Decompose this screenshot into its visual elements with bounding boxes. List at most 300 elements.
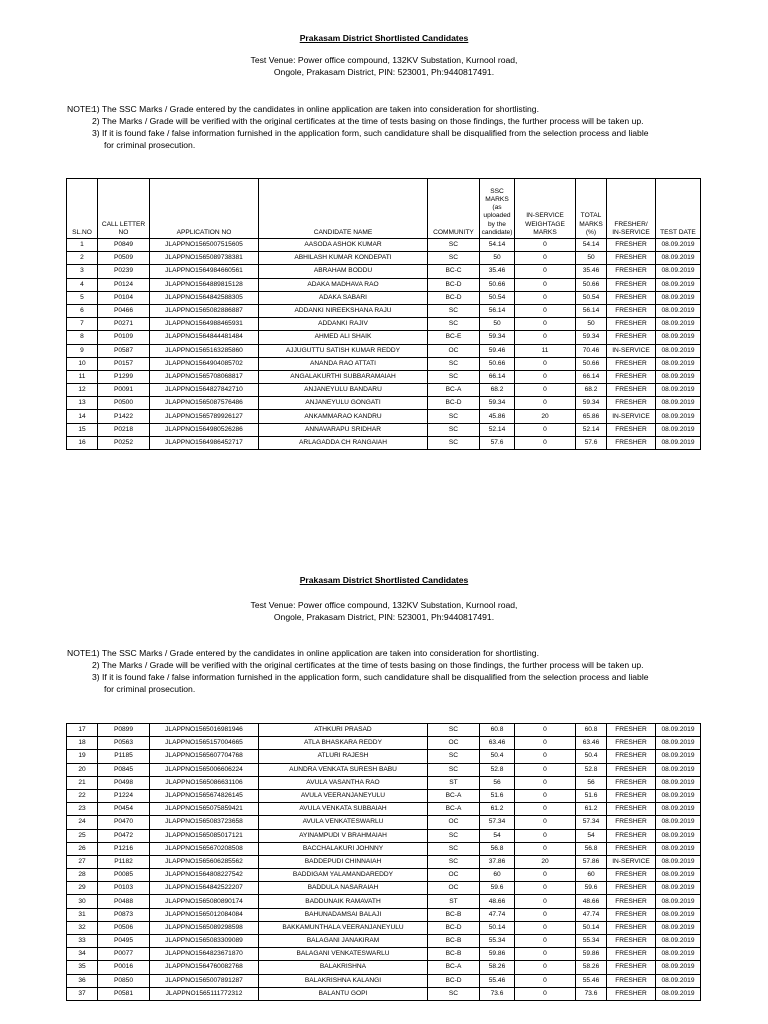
cell-test-date: 08.09.2019 [656,987,701,1000]
cell-application-no: JLAPPNO1564986452717 [150,436,259,449]
cell-fresher-inservice: FRESHER [607,737,656,750]
table-row [67,829,701,842]
header-line: MARKS [579,220,603,228]
cell-test-date: 08.09.2019 [656,750,701,763]
cell-fresher-inservice: FRESHER [607,921,656,934]
cell-test-date: 08.09.2019 [656,829,701,842]
cell-application-no: JLAPPNO1565080890174 [150,895,259,908]
header-line: MARKS [533,228,557,236]
cell-inservice-weightage: 11 [515,344,576,357]
cell-call-letter-no: P0495 [98,935,150,948]
cell-inservice-weightage: 20 [515,855,576,868]
note-3: 3) If it is found fake / false information furnished in the application form, such candidature shall be disqualified from the selection process and liable [92,128,649,138]
cell-fresher-inservice: FRESHER [607,869,656,882]
table-row [67,895,701,908]
header-line: WEIGHTAGE [525,220,565,228]
cell-community: BC-A [428,384,480,397]
cell-application-no: JLAPPNO1564842522207 [150,882,259,895]
cell-call-letter-no: P0850 [98,974,150,987]
header-line: SSC [490,187,504,195]
cell-application-no: JLAPPNO1565007515605 [150,239,259,252]
cell-sl-no: 29 [67,882,98,895]
cell-inservice-weightage: 0 [515,750,576,763]
header-line: (as [492,204,502,212]
cell-application-no: JLAPPNO1564760082768 [150,961,259,974]
cell-ssc-marks: 60 [480,869,515,882]
cell-ssc-marks: 56.14 [480,304,515,317]
cell-sl-no: 10 [67,357,98,370]
cell-inservice-weightage: 0 [515,331,576,344]
cell-fresher-inservice: IN-SERVICE [607,344,656,357]
cell-call-letter-no: P0488 [98,895,150,908]
cell-test-date: 08.09.2019 [656,252,701,265]
cell-sl-no: 21 [67,776,98,789]
cell-total-marks: 50.66 [576,357,607,370]
table-row [67,370,701,383]
cell-fresher-inservice: FRESHER [607,776,656,789]
cell-inservice-weightage: 0 [515,948,576,961]
cell-application-no: JLAPPNO1565606285562 [150,855,259,868]
cell-call-letter-no: P0239 [98,265,150,278]
cell-sl-no: 11 [67,370,98,383]
cell-fresher-inservice: FRESHER [607,789,656,802]
cell-candidate-name: ADAKA MADHAVA RAO [259,278,428,291]
cell-total-marks: 68.2 [576,384,607,397]
cell-call-letter-no: P0252 [98,436,150,449]
table-row [67,842,701,855]
cell-inservice-weightage: 0 [515,291,576,304]
cell-candidate-name: AVULA VENKATESWARLU [259,816,428,829]
cell-test-date: 08.09.2019 [656,278,701,291]
cell-candidate-name: AVULA VEERANJANEYULU [259,789,428,802]
cell-sl-no: 23 [67,803,98,816]
cell-test-date: 08.09.2019 [656,331,701,344]
cell-community: ST [428,895,480,908]
cell-candidate-name: BALAKRISHNA KALANGI [259,974,428,987]
cell-ssc-marks: 66.14 [480,370,515,383]
cell-call-letter-no: P1182 [98,855,150,868]
cell-fresher-inservice: FRESHER [607,318,656,331]
cell-call-letter-no: P0218 [98,423,150,436]
header-line: TOTAL [580,212,602,220]
cell-call-letter-no: P0103 [98,882,150,895]
cell-candidate-name: ARLAGADDA CH RANGAIAH [259,436,428,449]
cell-total-marks: 50.54 [576,291,607,304]
cell-total-marks: 59.86 [576,948,607,961]
cell-ssc-marks: 47.74 [480,908,515,921]
cell-candidate-name: ADAKA SABARI [259,291,428,304]
table-row [67,357,701,370]
cell-ssc-marks: 61.2 [480,803,515,816]
cell-test-date: 08.09.2019 [656,855,701,868]
cell-sl-no: 28 [67,869,98,882]
cell-application-no: JLAPPNO1564808227542 [150,869,259,882]
cell-inservice-weightage: 0 [515,357,576,370]
cell-total-marks: 60 [576,869,607,882]
cell-candidate-name: AHMED ALI SHAIK [259,331,428,344]
cell-community: BC-A [428,803,480,816]
cell-test-date: 08.09.2019 [656,803,701,816]
cell-test-date: 08.09.2019 [656,789,701,802]
cell-fresher-inservice: FRESHER [607,987,656,1000]
cell-candidate-name: BALAKRISHNA [259,961,428,974]
cell-total-marks: 56.14 [576,304,607,317]
cell-application-no: JLAPPNO1565111772312 [150,987,259,1000]
cell-fresher-inservice: IN-SERVICE [607,410,656,423]
test-venue [0,54,768,78]
cell-candidate-name: BALAGANI VENKATESWARLU [259,948,428,961]
cell-ssc-marks: 50.66 [480,278,515,291]
cell-candidate-name: ADDANKI NIREEKSHANA RAJU [259,304,428,317]
cell-total-marks: 65.86 [576,410,607,423]
cell-call-letter-no: P0845 [98,763,150,776]
cell-fresher-inservice: FRESHER [607,724,656,737]
cell-application-no: JLAPPNO1565012084084 [150,908,259,921]
note-1: 1) The SSC Marks / Grade entered by the candidates in online application are taken into consideration for shortlisting. [92,648,539,658]
cell-application-no: JLAPPNO1564988465931 [150,318,259,331]
cell-inservice-weightage: 0 [515,737,576,750]
cell-test-date: 08.09.2019 [656,776,701,789]
table-row [67,397,701,410]
cell-inservice-weightage: 0 [515,265,576,278]
cell-ssc-marks: 58.26 [480,961,515,974]
cell-call-letter-no: P0899 [98,724,150,737]
cell-call-letter-no: P0271 [98,318,150,331]
cell-ssc-marks: 56.8 [480,842,515,855]
table-row [67,750,701,763]
cell-community: ST [428,776,480,789]
cell-inservice-weightage: 0 [515,423,576,436]
cell-total-marks: 54.14 [576,239,607,252]
cell-ssc-marks: 59.34 [480,397,515,410]
header-line: APPLICATION NO [176,228,232,236]
page-title-2: Prakasam District Shortlisted Candidates [299,575,469,585]
cell-application-no: JLAPPNO1565670208508 [150,842,259,855]
cell-call-letter-no: P0157 [98,357,150,370]
note-2: 2) The Marks / Grade will be verified with the original certificates at the time of tests basing on those findings, the further process will be taken up. [92,116,644,126]
cell-fresher-inservice: FRESHER [607,436,656,449]
cell-ssc-marks: 68.2 [480,384,515,397]
cell-sl-no: 8 [67,331,98,344]
table-row [67,737,701,750]
cell-ssc-marks: 54 [480,829,515,842]
cell-fresher-inservice: FRESHER [607,961,656,974]
cell-call-letter-no: P0077 [98,948,150,961]
cell-community: BC-E [428,331,480,344]
cell-call-letter-no: P0124 [98,278,150,291]
cell-test-date: 08.09.2019 [656,882,701,895]
cell-candidate-name: AVULA VASANTHA RAO [259,776,428,789]
cell-candidate-name: ANJANEYULU BANDARU [259,384,428,397]
cell-total-marks: 66.14 [576,370,607,383]
col-total-marks [576,179,607,239]
cell-sl-no: 17 [67,724,98,737]
table-row [67,855,701,868]
cell-community: SC [428,855,480,868]
cell-inservice-weightage: 0 [515,921,576,934]
cell-call-letter-no: P0016 [98,961,150,974]
cell-fresher-inservice: FRESHER [607,948,656,961]
cell-call-letter-no: P0466 [98,304,150,317]
cell-total-marks: 50 [576,252,607,265]
header-line: NO [118,228,129,236]
cell-community: BC-D [428,278,480,291]
cell-fresher-inservice: FRESHER [607,331,656,344]
table-row [67,724,701,737]
cell-ssc-marks: 48.66 [480,895,515,908]
cell-inservice-weightage: 0 [515,252,576,265]
cell-fresher-inservice: FRESHER [607,423,656,436]
cell-sl-no: 19 [67,750,98,763]
table-row [67,987,701,1000]
cell-sl-no: 9 [67,344,98,357]
notes-block [67,103,727,151]
cell-inservice-weightage: 0 [515,763,576,776]
cell-total-marks: 55.46 [576,974,607,987]
cell-application-no: JLAPPNO1565085017121 [150,829,259,842]
cell-community: BC-C [428,265,480,278]
cell-test-date: 08.09.2019 [656,842,701,855]
cell-call-letter-no: P0563 [98,737,150,750]
table-row [67,935,701,948]
cell-fresher-inservice: FRESHER [607,291,656,304]
venue-line-2: Ongole, Prakasam District, PIN: 523001, Ph:9440817491. [273,612,495,622]
cell-total-marks: 50 [576,318,607,331]
cell-ssc-marks: 56 [480,776,515,789]
cell-call-letter-no: P0498 [98,776,150,789]
cell-total-marks: 56.8 [576,842,607,855]
header-line: by the [488,220,506,228]
venue-line-1: Test Venue: Power office compound, 132KV Substation, Kurnool road, [250,600,518,610]
cell-total-marks: 52.8 [576,763,607,776]
cell-application-no: JLAPPNO1564842588305 [150,291,259,304]
cell-inservice-weightage: 0 [515,803,576,816]
cell-application-no: JLAPPNO1565083723658 [150,816,259,829]
cell-community: BC-D [428,921,480,934]
cell-community: SC [428,724,480,737]
cell-community: SC [428,750,480,763]
cell-candidate-name: ATHKURI PRASAD [259,724,428,737]
cell-fresher-inservice: IN-SERVICE [607,855,656,868]
cell-inservice-weightage: 0 [515,882,576,895]
cell-candidate-name: ANJANEYULU GONGATI [259,397,428,410]
cell-ssc-marks: 55.34 [480,935,515,948]
cell-test-date: 08.09.2019 [656,737,701,750]
table-row [67,961,701,974]
cell-total-marks: 70.46 [576,344,607,357]
cell-sl-no: 25 [67,829,98,842]
cell-call-letter-no: P0085 [98,869,150,882]
cell-candidate-name: AVULA VENKATA SUBBAIAH [259,803,428,816]
cell-application-no: JLAPPNO1565089298598 [150,921,259,934]
col-application-no [150,179,259,239]
cell-total-marks: 57.86 [576,855,607,868]
cell-total-marks: 63.46 [576,737,607,750]
cell-ssc-marks: 50.4 [480,750,515,763]
table-row [67,265,701,278]
cell-sl-no: 16 [67,436,98,449]
cell-total-marks: 60.8 [576,724,607,737]
cell-ssc-marks: 45.86 [480,410,515,423]
cell-sl-no: 34 [67,948,98,961]
cell-test-date: 08.09.2019 [656,291,701,304]
table-row [67,948,701,961]
cell-call-letter-no: P1422 [98,410,150,423]
cell-call-letter-no: P0472 [98,829,150,842]
cell-total-marks: 59.6 [576,882,607,895]
cell-test-date: 08.09.2019 [656,974,701,987]
cell-community: BC-A [428,789,480,802]
table-row [67,921,701,934]
cell-total-marks: 50.4 [576,750,607,763]
venue-line-1: Test Venue: Power office compound, 132KV Substation, Kurnool road, [250,55,518,65]
header-line: (%) [585,228,597,236]
cell-community: SC [428,357,480,370]
cell-candidate-name: BALANTU GOPI [259,987,428,1000]
cell-sl-no: 15 [67,423,98,436]
cell-ssc-marks: 50.66 [480,357,515,370]
header-line: TEST DATE [660,228,696,236]
note-3: 3) If it is found fake / false information furnished in the application form, such candidature shall be disqualified from the selection process and liable [92,672,649,682]
cell-ssc-marks: 50 [480,318,515,331]
cell-sl-no: 26 [67,842,98,855]
cell-test-date: 08.09.2019 [656,370,701,383]
cell-ssc-marks: 51.6 [480,789,515,802]
cell-fresher-inservice: FRESHER [607,816,656,829]
cell-sl-no: 13 [67,397,98,410]
cell-application-no: JLAPPNO1565157004665 [150,737,259,750]
cell-candidate-name: ATLA BHASKARA REDDY [259,737,428,750]
cell-call-letter-no: P1224 [98,789,150,802]
cell-inservice-weightage: 0 [515,724,576,737]
cell-inservice-weightage: 0 [515,829,576,842]
cell-candidate-name: ADDANKI RAJIV [259,318,428,331]
cell-candidate-name: BALAGANI JANAKIRAM [259,935,428,948]
cell-community: SC [428,370,480,383]
cell-application-no: JLAPPNO1564823671870 [150,948,259,961]
cell-total-marks: 54 [576,829,607,842]
cell-community: SC [428,842,480,855]
cell-inservice-weightage: 0 [515,816,576,829]
cell-inservice-weightage: 20 [515,410,576,423]
cell-community: SC [428,423,480,436]
cell-test-date: 08.09.2019 [656,436,701,449]
cell-community: OC [428,737,480,750]
cell-total-marks: 57.34 [576,816,607,829]
cell-community: BC-B [428,935,480,948]
note-3-continued: for criminal prosecution. [104,684,196,694]
table-row [67,291,701,304]
cell-fresher-inservice: FRESHER [607,397,656,410]
cell-ssc-marks: 50.14 [480,921,515,934]
cell-fresher-inservice: FRESHER [607,974,656,987]
cell-test-date: 08.09.2019 [656,869,701,882]
cell-total-marks: 48.66 [576,895,607,908]
cell-call-letter-no: P0506 [98,921,150,934]
header-line: candidate) [481,228,513,236]
cell-total-marks: 59.34 [576,331,607,344]
cell-ssc-marks: 52.8 [480,763,515,776]
cell-test-date: 08.09.2019 [656,410,701,423]
cell-call-letter-no: P0581 [98,987,150,1000]
cell-community: SC [428,829,480,842]
header-line: FRESHER/ [614,220,648,228]
cell-inservice-weightage: 0 [515,789,576,802]
cell-fresher-inservice: FRESHER [607,370,656,383]
cell-sl-no: 14 [67,410,98,423]
cell-test-date: 08.09.2019 [656,384,701,397]
candidates-table-1 [66,178,701,450]
cell-total-marks: 50.14 [576,921,607,934]
col-test-date [656,179,701,239]
header-line: COMMUNITY [433,228,474,236]
cell-fresher-inservice: FRESHER [607,763,656,776]
cell-community: BC-D [428,397,480,410]
header-line: MARKS [485,195,509,203]
cell-total-marks: 35.46 [576,265,607,278]
table-body-1 [67,239,701,450]
cell-total-marks: 51.6 [576,789,607,802]
cell-fresher-inservice: FRESHER [607,803,656,816]
cell-fresher-inservice: FRESHER [607,252,656,265]
cell-test-date: 08.09.2019 [656,948,701,961]
cell-call-letter-no: P0109 [98,331,150,344]
table-row [67,789,701,802]
cell-inservice-weightage: 0 [515,895,576,908]
notes-block-2 [67,647,727,695]
cell-community: BC-B [428,948,480,961]
cell-inservice-weightage: 0 [515,397,576,410]
table-row [67,331,701,344]
cell-application-no: JLAPPNO1565163285860 [150,344,259,357]
table-row [67,410,701,423]
table-row [67,763,701,776]
cell-sl-no: 36 [67,974,98,987]
cell-fresher-inservice: FRESHER [607,384,656,397]
cell-inservice-weightage: 0 [515,384,576,397]
cell-candidate-name: ATLURI RAJESH [259,750,428,763]
cell-fresher-inservice: FRESHER [607,935,656,948]
cell-call-letter-no: P0509 [98,252,150,265]
cell-call-letter-no: P0454 [98,803,150,816]
cell-sl-no: 27 [67,855,98,868]
cell-ssc-marks: 59.86 [480,948,515,961]
cell-call-letter-no: P0470 [98,816,150,829]
cell-fresher-inservice: FRESHER [607,829,656,842]
cell-application-no: JLAPPNO1565086631106 [150,776,259,789]
cell-total-marks: 73.6 [576,987,607,1000]
cell-test-date: 08.09.2019 [656,724,701,737]
cell-candidate-name: BACCHALAKURI JOHNNY [259,842,428,855]
cell-total-marks: 55.34 [576,935,607,948]
header-line: uploaded [483,212,511,220]
cell-test-date: 08.09.2019 [656,423,701,436]
cell-application-no: JLAPPNO1565089738381 [150,252,259,265]
table-row [67,776,701,789]
cell-call-letter-no: P0873 [98,908,150,921]
cell-inservice-weightage: 0 [515,239,576,252]
cell-candidate-name: BADDUNAIK RAMAVATH [259,895,428,908]
cell-sl-no: 1 [67,239,98,252]
cell-fresher-inservice: FRESHER [607,304,656,317]
table-row [67,908,701,921]
table-row [67,239,701,252]
cell-call-letter-no: P1185 [98,750,150,763]
cell-total-marks: 50.66 [576,278,607,291]
cell-community: SC [428,252,480,265]
cell-sl-no: 30 [67,895,98,908]
cell-candidate-name: BADDEPUDI CHINNAIAH [259,855,428,868]
